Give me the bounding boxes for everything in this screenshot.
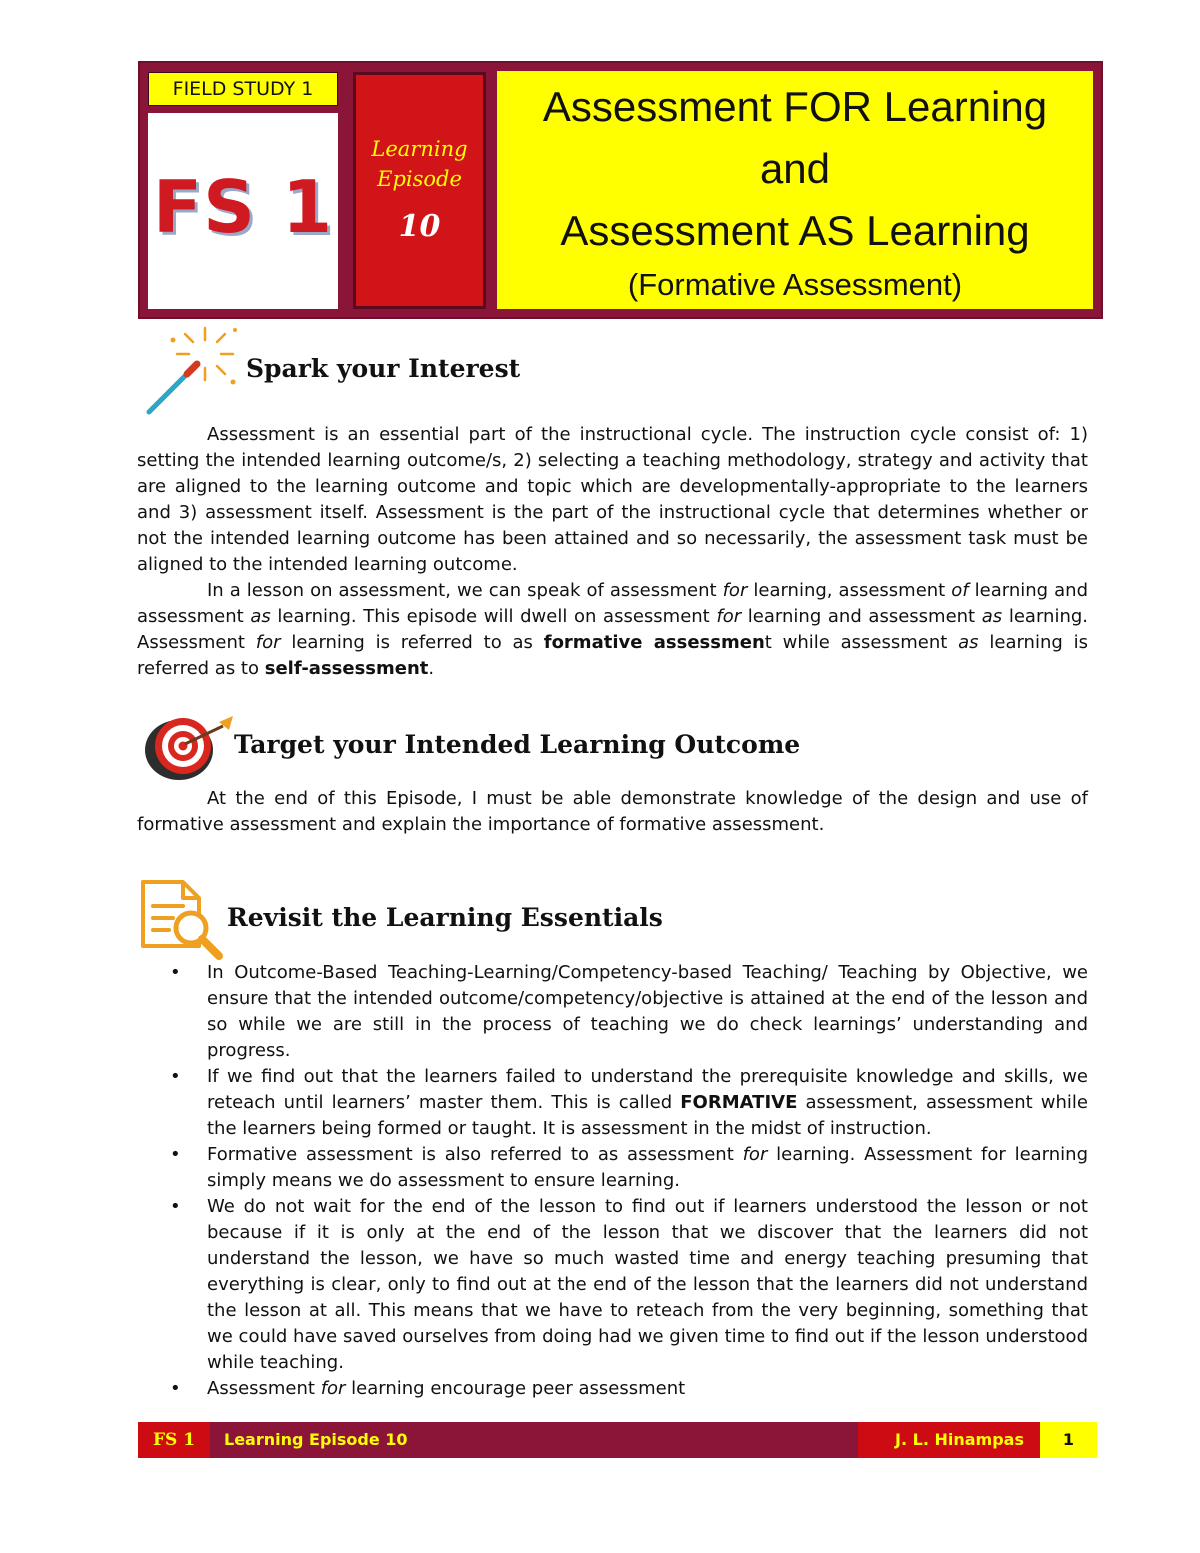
target-heading: Target your Intended Learning Outcome xyxy=(234,730,801,759)
fs-logo-text: FS 1 xyxy=(152,165,334,249)
magic-wand-icon xyxy=(143,326,239,418)
spark-paragraph-1: Assessment is an essential part of the instructional cycle. The instruction cycle consist of: 1) setting the intended learning outcome/s, 2) selecting a teaching methodology, strategy and activity that are aligned to the learning outcome and topic which are developmentally-appropriate to the learners and 3) assessment itself. Assessment is the part of the instructional cycle that determines whether or not the intended learning outcome has been attained and so necessarily, the assessment task must be aligned to the intended learning outcome. xyxy=(137,424,1088,575)
list-item: • In Outcome-Based Teaching-Learning/Competency-based Teaching/ Teaching by Objective, we ensure that the intended outcome/competency/objective is attained at the end of the lesson and so while we are still in the process of teaching we do check learnings’ understanding and progress. xyxy=(137,960,1088,1064)
episode-number: 10 xyxy=(398,209,441,244)
title-box xyxy=(497,71,1093,309)
field-study-label: FIELD STUDY 1 xyxy=(148,72,338,106)
page-footer xyxy=(138,1422,1097,1458)
footer-fs: FS 1 xyxy=(138,1422,210,1458)
target-paragraph-1: At the end of this Episode, I must be able demonstrate knowledge of the design and use of formative assessment and explain the importance of formative assessment. xyxy=(137,788,1088,835)
fs-logo-box xyxy=(148,113,338,309)
spark-paragraph-2: In a lesson on assessment, we can speak of assessment for learning, assessment of learning and assessment as learning. This episode will dwell on assessment for learning and assessment as learning. Assessment for learning is referred to as formative assessment while assessment as learning is referred as to self-assessment. xyxy=(137,580,1088,679)
episode-word-episode: Episode xyxy=(377,167,462,191)
spark-heading: Spark your Interest xyxy=(246,354,521,383)
footer-episode: Learning Episode 10 xyxy=(210,1422,858,1458)
list-item: • Formative assessment is also referred to as assessment for learning. Assessment for learning simply means we do assessment to ensure learning. xyxy=(137,1142,1088,1194)
header-banner xyxy=(138,61,1103,319)
revisit-bullet-list xyxy=(137,960,1088,1402)
subtitle: (Formative Assessment) xyxy=(627,267,963,302)
target-icon xyxy=(143,710,235,780)
episode-word-learning: Learning xyxy=(371,137,468,161)
list-item: • We do not wait for the end of the lesson to find out if learners understood the lesson or not because if it is only at the end of the lesson that we discover that the learners did not understand the lesson, we have so much wasted time and energy teaching presuming that everything is clear, only to find out at the end of the lesson that the learners did not understand the lesson at all. This means that we have to reteach from the very beginning, something that we could have saved ourselves from doing had we given time to find out if the lesson understood while teaching. xyxy=(137,1194,1088,1376)
list-item: • If we find out that the learners failed to understand the prerequisite knowledge and skills, we reteach until learners’ master them. This is called FORMATIVE assessment, assessment while the learners being formed or taught. It is assessment in the midst of instruction. xyxy=(137,1064,1088,1142)
title-line-2: and xyxy=(759,145,831,192)
title-line-3: Assessment AS Learning xyxy=(560,207,1030,254)
revisit-heading: Revisit the Learning Essentials xyxy=(227,903,663,932)
document-search-icon xyxy=(137,876,227,960)
title-line-1: Assessment FOR Learning xyxy=(542,83,1048,130)
target-paragraphs xyxy=(137,786,1088,838)
list-item: • Assessment for learning encourage peer assessment xyxy=(137,1376,1088,1402)
footer-page-number: 1 xyxy=(1040,1422,1097,1458)
episode-box xyxy=(353,72,486,309)
spark-paragraphs xyxy=(137,422,1088,682)
footer-author: J. L. Hinampas xyxy=(858,1422,1040,1458)
